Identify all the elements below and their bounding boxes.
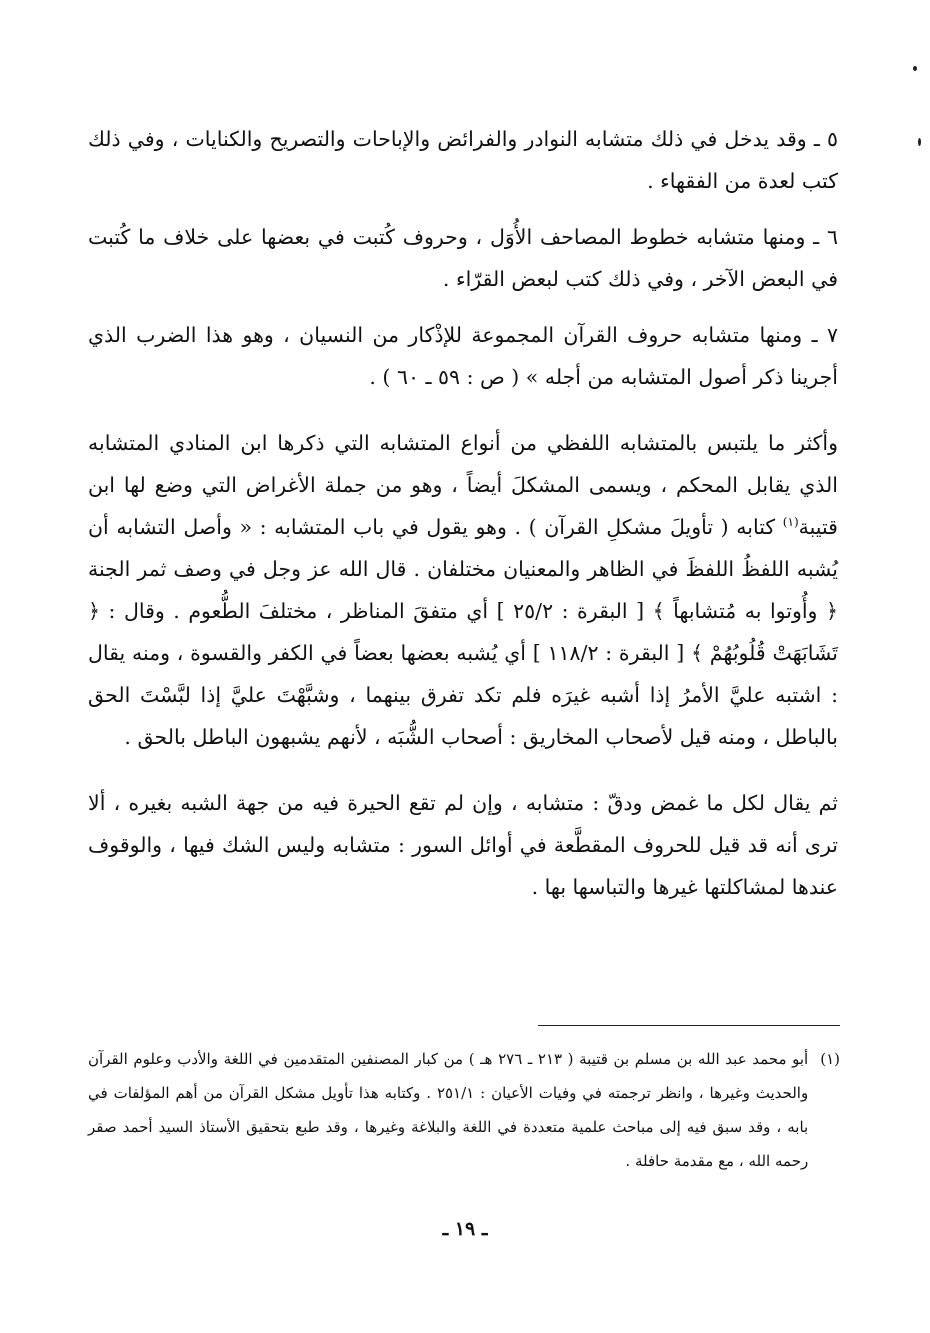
page-number: ـ ١٩ ـ	[442, 1218, 488, 1240]
main-text	[88, 118, 838, 908]
paragraph-text-before-note: وأكثر ما يلتبس بالمتشابه اللفظي من أنواع المتشابه التي ذكرها ابن المنادي المتشابه الذي يقابل المحكم ، ويسمى المشكلَ أيضاً ، وهو من جملة الأغراض التي وضع لها ابن قتيبة	[88, 431, 838, 539]
scan-speck	[913, 66, 917, 71]
footnote-mark: (١)	[820, 1050, 840, 1068]
footnote-divider	[538, 1025, 840, 1026]
paragraph-item-5: ٥ ـ وقد يدخل في ذلك متشابه النوادر والفرائض والإباحات والتصريح والكنايات ، وفي ذلك كتب لعدة من الفقهاء .	[88, 127, 838, 193]
footnote	[88, 1042, 840, 1178]
paragraph-item-6: ٦ ـ ومنها متشابه خطوط المصاحف الأُوَل ، وحروف كُتبت في بعضها على خلاف ما كُتبت في البعض الآخر ، وفي ذلك كتب لبعض القرّاء .	[88, 225, 838, 291]
paragraph-closing: ثم يقال لكل ما غمض ودقّ : متشابه ، وإن لم تقع الحيرة فيه من جهة الشبه بغيره ، ألا ترى أنه قد قيل للحروف المقطَّعة في أوائل السور : متشابه وليس الشك فيها ، والوقوف عندها لمشاكلتها غيرها والتباسها بها .	[88, 791, 838, 899]
footnote-reference: (١)	[782, 515, 799, 530]
paragraph-text-after-note: كتابه ( تأويلَ مشكلِ القرآن ) . وهو يقول في باب المتشابه : « وأصل التشابه أن يُشبه اللفظُ اللفظَ في الظاهر والمعنيان مختلفان . قال الله عز وجل في وصف ثمر الجنة ﴿ وأُوتوا به مُتشابهاً ﴾ [ البقرة : ٢٥/٢ ] أي متفقَ المناظر ، مختلفَ الطُّعوم . وقال : ﴿ تَشَابَهَتْ قُلُوبُهُمْ ﴾ [ البقرة : ١١٨/٢ ] أي يُشبه بعضها بعضاً في الكفر والقسوة ، ومنه يقال : اشتبه عليَّ الأمرُ إذا أشبه غيرَه فلم تكد تفرق بينهما ، وشبَّهْتَ عليَّ إذا لبَّسْتَ الحق بالباطل ، ومنه قيل لأصحاب المخاريق : أصحاب الشُّبَه ، لأنهم يشبهون الباطل بالحق .	[88, 515, 838, 749]
paragraph-ibn-qutayba	[88, 422, 838, 758]
scan-speck	[918, 138, 921, 146]
paragraph-item-7: ٧ ـ ومنها متشابه حروف القرآن المجموعة للإذْكار من النسيان ، وهو هذا الضرب الذي أجرينا ذكر أصول المتشابه من أجله » ( ص : ٥٩ ـ ٦٠ ) .	[88, 323, 838, 389]
footnote-text: أبو محمد عبد الله بن مسلم بن قتيبة ( ٢١٣ ـ ٢٧٦ هـ ) من كبار المصنفين المتقدمين في اللغة والأدب وعلوم القرآن والحديث وغيرها ، وانظر ترجمته في وفيات الأعيان : ٢٥١/١ . وكتابه هذا تأويل مشكل القرآن من أهم المؤلفات في بابه ، وقد سبق فيه إلى مباحث علمية متعددة في اللغة والبلاغة وغيرها ، وقد طبع بتحقيق الأستاذ السيد أحمد صقر رحمه الله ، مع مقدمة حافلة .	[88, 1050, 809, 1170]
